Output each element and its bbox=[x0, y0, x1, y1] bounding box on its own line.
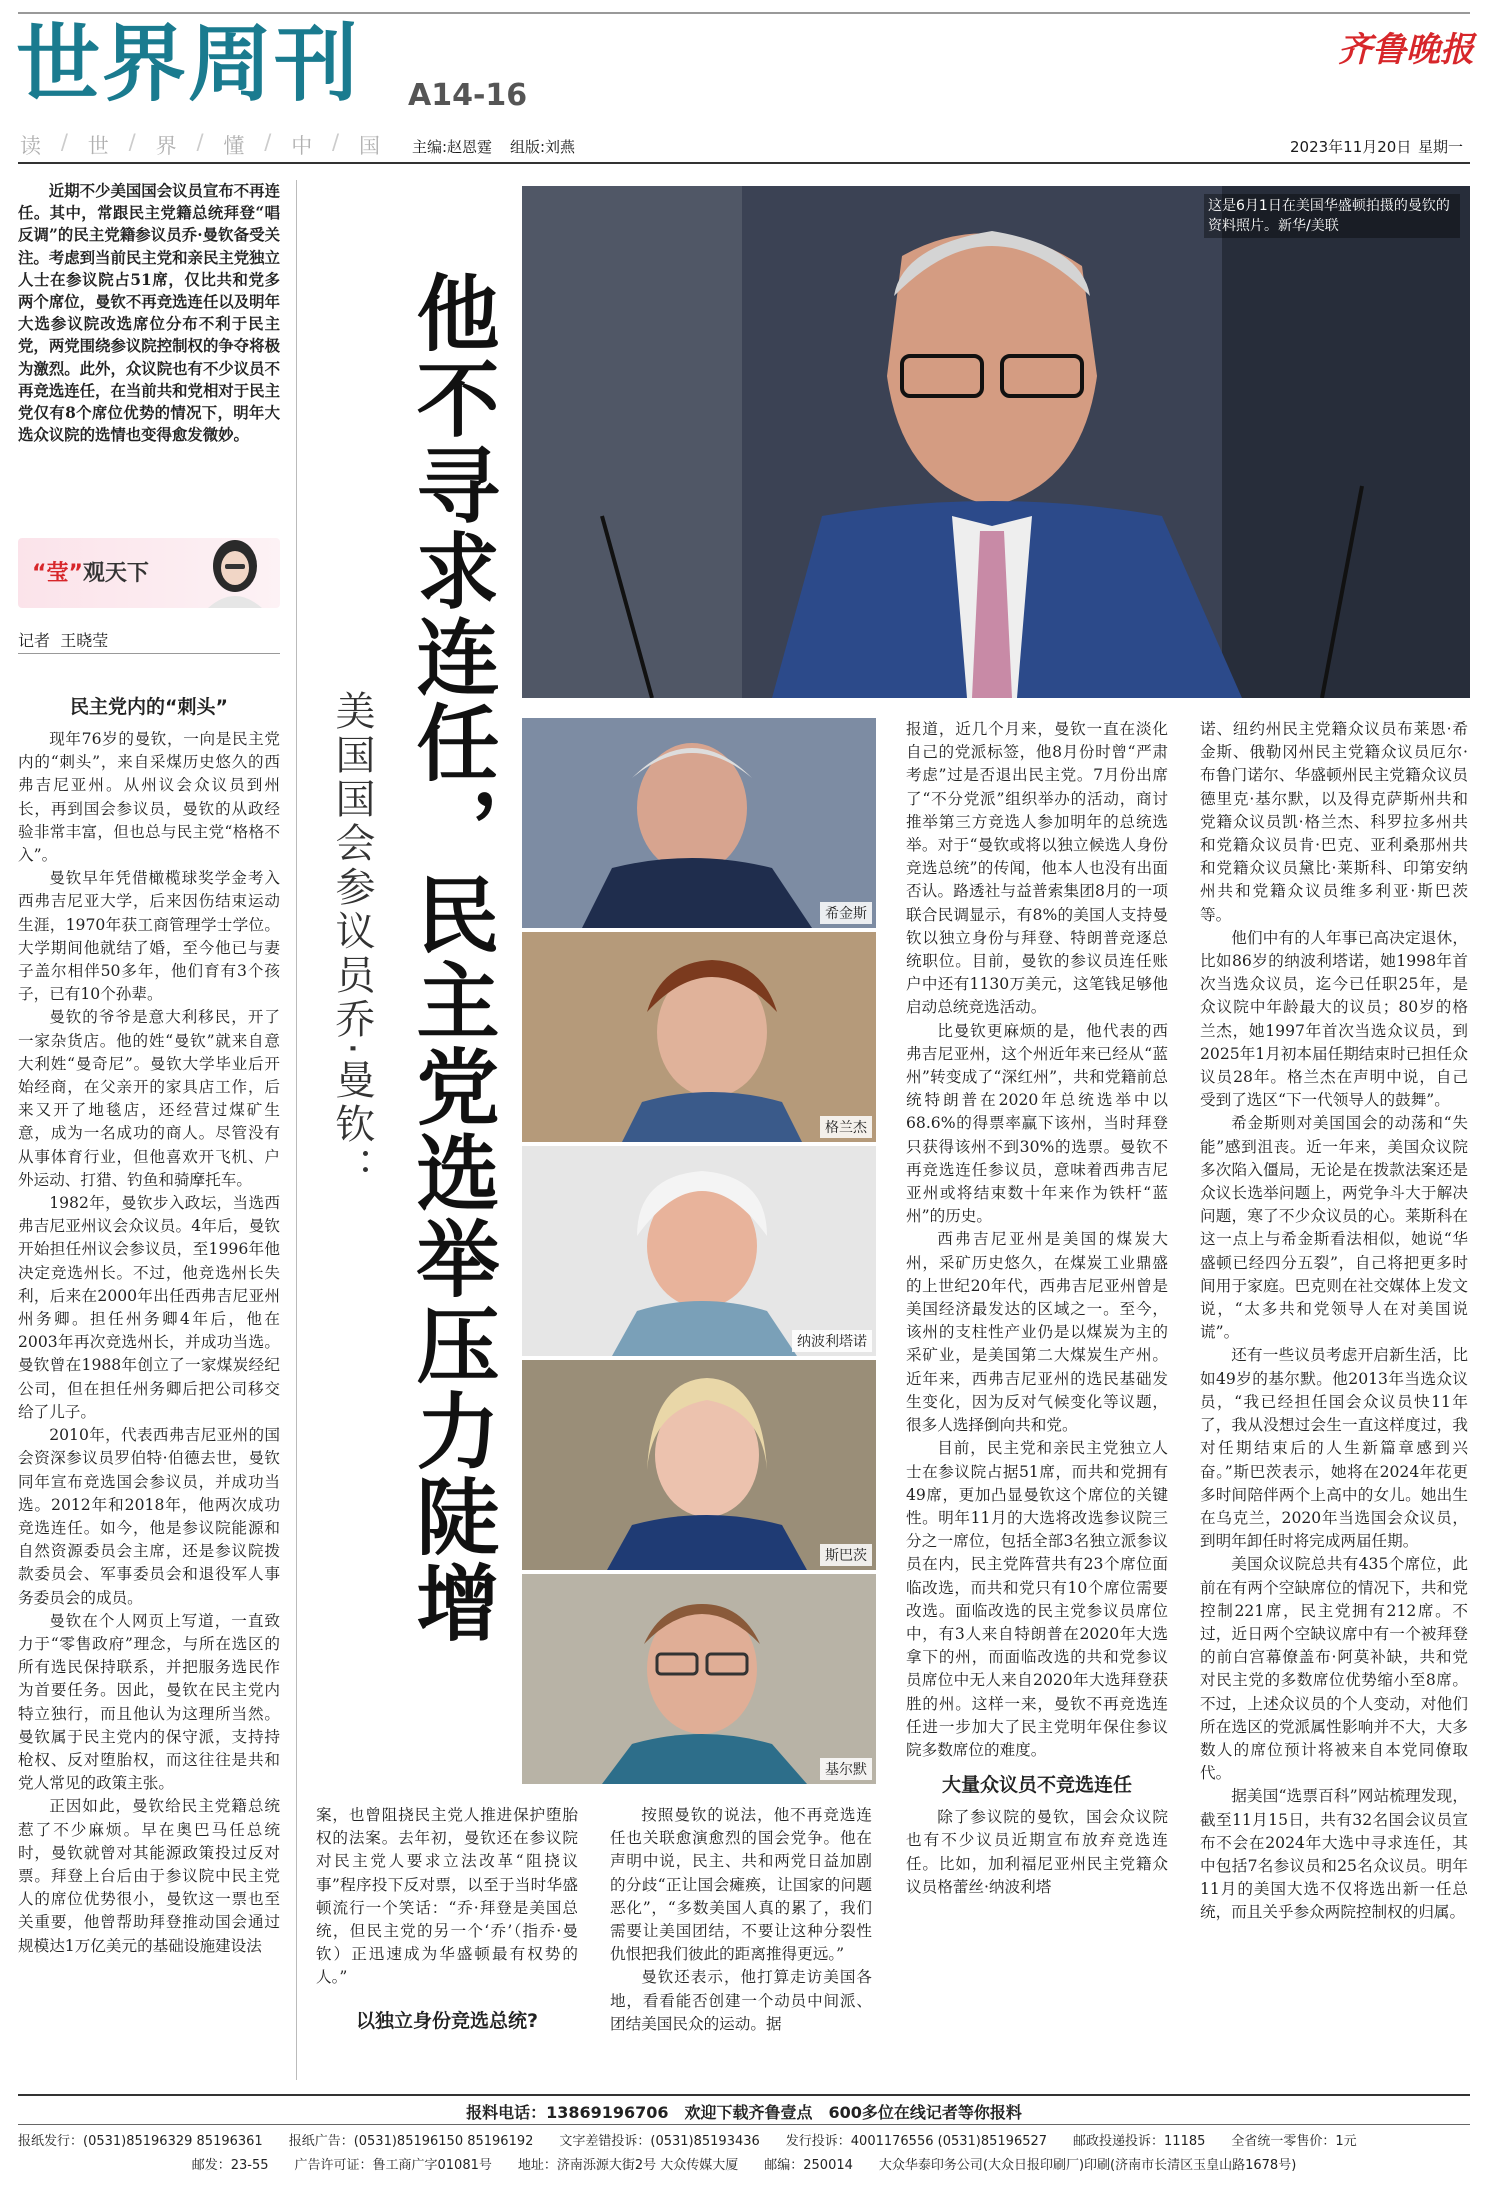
body-paragraph: 美国众议院总共有435个席位，此前在有两个空缺席位的情况下，共和党控制221席，民主党拥有212席。不过，近日两个空缺议席中有一个被拜登的前白宫幕僚盖布·阿莫补缺，共和党对民主党的多数席位优势缩小至8席。不过，上述众议员的个人变动，对他们所在选区的党派属性影响并不大，大多数人的席位预计将被来自本党同僚取代。 bbox=[1200, 1555, 1468, 1783]
editor-credit: 主编:赵恩霆 bbox=[412, 138, 493, 156]
portrait-photo bbox=[522, 1146, 876, 1356]
footer-contacts: 报纸发行：(0531)85196329 85196361 报纸广告：(0531)85196150 85196192 文字差错投诉：(0531)85193436 发行投诉：4001176556 (0531)85196527 邮政投递投诉：11185 全省统一零售价：1元 bbox=[18, 2134, 1357, 2149]
slogan-char: 读 bbox=[20, 134, 41, 158]
body-paragraph: 除了参议院的曼钦，国会众议院也有不少议员近期宣布放弃竞选连任。比如，加利福尼亚州民主党籍众议员格蕾丝·纳波利塔 bbox=[906, 1808, 1168, 1896]
section-heading: 大量众议员不竞选连任 bbox=[941, 1774, 1132, 1797]
issue-date: 2023年11月20日 bbox=[1290, 138, 1412, 156]
portrait-photo bbox=[522, 718, 876, 928]
portrait-caption: 希金斯 bbox=[820, 902, 872, 924]
section-column-3 bbox=[610, 1804, 872, 2036]
portrait-caption: 格兰杰 bbox=[820, 1116, 872, 1138]
body-paragraph: 他们中有的人年事已高决定退休，比如86岁的纳波利塔诺，她1998年首次当选众议员，迄今已任职25年，是众议院中年龄最大的议员；80岁的格兰杰，她1997年首次当选众议员，到2025年1月初本届任期结束时已担任众议员28年。格兰杰在声明中说，自己受到了选区“下一代领导人的鼓舞”。 bbox=[1200, 928, 1468, 1110]
body-paragraph: 正因如此，曼钦给民主党籍总统惹了不少麻烦。早在奥巴马任总统时，曼钦就曾对其能源政策投过反对票。拜登上台后由于参议院中民主党人的席位优势很小，曼钦这一票也至关重要，他曾帮助拜登推动国会通过规模达1万亿美元的基础设施建设法 bbox=[18, 1797, 280, 1955]
footer-address: 邮发：23-55 广告许可证：鲁工商广字01081号 地址：济南泺源大街2号 大众传媒大厦 邮编：250014 大众华泰印务公司(大众日报印刷厂)印刷(济南市长清区玉皇山路1678号) bbox=[191, 2158, 1297, 2173]
body-paragraph: 据美国“选票百科”网站梳理发现，截至11月15日，共有32名国会议员宣布不会在2024年大选中寻求连任，其中包括7名参议员和25名众议员。明年11月的美国大选不仅将选出新一任总统，而且关乎参众两院控制权的归属。 bbox=[1200, 1787, 1468, 1922]
footer-rule bbox=[18, 2124, 1470, 2125]
body-paragraph: 1982年，曼钦步入政坛，当选西弗吉尼亚州议会众议员。4年后，曼钦开始担任州议会参议员，至1996年他决定竞选州长。不过，他竞选州长失利，后来在2000年出任西弗吉尼亚州州务卿。担任州务卿4年后，他在2003年再次竞选州长，并成功当选。曼钦曾在1988年创立了一家煤炭经纪公司，但在担任州务卿后把公司移交给了儿子。 bbox=[18, 1194, 280, 1421]
portrait-caption: 基尔默 bbox=[820, 1758, 872, 1780]
page-numbers: A14-16 bbox=[408, 78, 528, 113]
column-badge-title: “莹”观天下 bbox=[32, 561, 149, 586]
hero-photo bbox=[522, 186, 1470, 698]
columnist-avatar bbox=[200, 536, 270, 608]
body-paragraph: 还有一些议员考虑开启新生活，比如49岁的基尔默。他2013年当选众议员，“我已经担任国会众议员快11年了，我从没想过会生一直这样度过，我对任期结束后的人生新篇章感到兴奋。”斯巴茨表示，她将在2024年花更多时间陪伴两个上高中的女儿。她出生在乌克兰，2020年当选国会众议员，到明年卸任时将完成两届任期。 bbox=[1200, 1346, 1468, 1551]
masthead-rule bbox=[18, 162, 1470, 164]
slogan-char: 懂 bbox=[223, 134, 245, 158]
portrait-photo bbox=[522, 1360, 876, 1570]
portrait-photo bbox=[522, 932, 876, 1142]
portrait-caption: 斯巴茨 bbox=[820, 1544, 872, 1566]
body-paragraph: 曼钦早年凭借橄榄球奖学金考入西弗吉尼亚大学，后来因伤结束运动生涯，1970年获工商管理学士学位。大学期间他就结了婚，至今他已与妻子盖尔相伴50多年，他们育有3个孩子，已有10个孙辈。 bbox=[18, 869, 280, 1004]
body-paragraph: 现年76岁的曼钦，一向是民主党内的“刺头”，来自采煤历史悠久的西弗吉尼亚州。从州议会众议员到州长，再到国会参议员，曼钦的从政经验非常丰富，但也总与民主党“格格不入”。 bbox=[18, 730, 280, 865]
body-paragraph: 案，也曾阻挠民主党人推进保护堕胎权的法案。去年初，曼钦还在参议院对民主党人要求立法改革“阻挠议事”程序投下反对票，以至于当时华盛顿流行一个笑话：“乔·拜登是美国总统，但民主党的另一个‘乔’（指乔·曼钦）正迅速成为华盛顿最有权势的人。” bbox=[316, 1806, 578, 1987]
body-paragraph: 曼钦在个人网页上写道，一直致力于“零售政府”理念，与所在选区的所有选民保持联系，并把服务选民作为首要任务。因此，曼钦在民主党内特立独行，而且他认为这理所当然。曼钦属于民主党内的保守派，支持持枪权、反对堕胎权，而这往往是共和党人常见的政策主张。 bbox=[18, 1611, 280, 1793]
body-paragraph: 曼钦还表示，他打算走访美国各地，看看能否创建一个动员中间派、团结美国民众的运动。据 bbox=[610, 1968, 872, 2033]
slogan-char: 中 bbox=[291, 134, 313, 158]
intro-paragraph: 近期不少美国国会议员宣布不再连任。其中，常跟民主党籍总统拜登“唱反调”的民主党籍参议员乔·曼钦备受关注。考虑到当前民主党和亲民主党独立人士在参议院占51席，仅比共和党多两个席位，曼钦不再竞选连任以及明年大选参议院改选席位分布不利于民主党，两党围绕参议院控制权的争夺将极为激烈。此外，众议院也有不少议员不再竞选连任，在当前共和党相对于民主党仅有8个席位优势的情况下，明年大选众议院的选情也变得愈发微妙。 bbox=[18, 182, 280, 445]
portrait-photo bbox=[522, 1574, 876, 1784]
brand-logo: 齐鲁晚报 bbox=[1338, 30, 1474, 70]
masthead-slogan: 读 / 世 / 界 / 懂 / 中 / 国 bbox=[20, 130, 380, 158]
byline: 记者 王晓莹 bbox=[18, 628, 280, 654]
slogan-char: 界 bbox=[155, 134, 177, 158]
body-paragraph: 希金斯则对美国国会的动荡和“失能”感到沮丧。近一年来，美国众议院多次陷入僵局，无论是在拨款法案还是众议长选举问题上，两党争斗大于解决问题，寒了不少众议员的心。莱斯科在这一点上与希金斯看法相似，她说“华盛顿已经四分五裂”，自己将把更多时间用于家庭。巴克则在社交媒体上发文说，“太多共和党领导人在对美国说谎”。 bbox=[1200, 1114, 1468, 1342]
slogan-char: 国 bbox=[358, 134, 380, 158]
portrait-caption: 纳波利塔诺 bbox=[792, 1330, 872, 1352]
section-column-4 bbox=[906, 718, 1168, 1899]
issue-weekday: 星期一 bbox=[1418, 138, 1464, 156]
body-paragraph: 目前，民主党和亲民主党独立人士在参议院占据51席，而共和党拥有49席，更加凸显曼钦这个席位的关键性。明年11月的大选将改选参议院三分之一席位，包括全部3名独立派参议员在内，民主党阵营共有23个席位面临改选，而共和党只有10个席位需要改选。面临改选的民主党参议员席位中，有3人来自特朗普在2020年大选拿下的州，而面临改选的共和党参议员席位中无人来自2020年大选拜登获胜的州。这样一来，曼钦不再竞选连任进一步加大了民主党明年保住参议院多数席位的难度。 bbox=[906, 1439, 1168, 1759]
body-paragraph: 报道，近几个月来，曼钦一直在淡化自己的党派标签，他8月份时曾“严肃考虑”过是否退出民主党。7月份出席了“不分党派”组织举办的活动，商讨推举第三方竞选人参加明年的总统选举。对于“曼钦或将以独立候选人身份竞选总统”的传闻，他本人也没有出面否认。路透社与益普索集团8月的一项联合民调显示，有8%的美国人支持曼钦以独立身份与拜登、特朗普竞逐总统职位。目前，曼钦的参议员连任账户中还有1130万美元，这笔钱足够他启动总统竞选活动。 bbox=[906, 720, 1168, 1017]
hero-caption: 这是6月1日在美国华盛顿拍摄的曼钦的资料照片。新华/美联 bbox=[1204, 194, 1460, 238]
section-column-1 bbox=[18, 684, 280, 1958]
section-heading: 以独立身份竞选总统? bbox=[355, 2009, 539, 2032]
body-paragraph: 2010年，代表西弗吉尼亚州的国会资深参议员罗伯特·伯德去世，曼钦同年宣布竞选国会参议员，并成功当选。2012年和2018年，他两次成功竞选连任。如今，他是参议院能源和自然资源委员会主席，还是参议院拨款委员会、军事委员会和退役军人事务委员会的成员。 bbox=[18, 1426, 280, 1607]
designer-credit: 组版:刘燕 bbox=[510, 138, 576, 156]
masthead-title: 世界周刊 bbox=[16, 15, 361, 113]
body-paragraph: 比曼钦更麻烦的是，他代表的西弗吉尼亚州，这个州近年来已经从“蓝州”转变成了“深红州”，共和党籍前总统特朗普在2020年总统选举中以68.6%的得票率赢下该州，当时拜登只获得该州不到30%的选票。曼钦不再竞选连任参议员，意味着西弗吉尼亚州或将结束数十年来作为铁杆“蓝州”的历史。 bbox=[906, 1021, 1168, 1226]
body-paragraph: 西弗吉尼亚州是美国的煤炭大州，采矿历史悠久，在煤炭工业鼎盛的上世纪20年代，西弗吉尼亚州曾是美国经济最发达的区域之一。至今，该州的支柱性产业仍是以煤炭为主的采矿业，是美国第二大煤炭生产州。近年来，西弗吉尼亚州的选民基础发生变化，因为反对气候变化等议题，很多人选择倒向共和党。 bbox=[906, 1230, 1168, 1435]
subheadline: 美国国会参议员乔·曼钦： bbox=[329, 690, 375, 1191]
section-column-5 bbox=[1200, 718, 1468, 1925]
body-paragraph: 曼钦的爷爷是意大利移民，开了一家杂货店。他的姓“曼钦”就来自意大利姓“曼奇尼”。曼钦大学毕业后开始经商，在父亲开的家具店工作，后来又开了地毯店，还经营过煤矿生意，成为一名成功的商人。尽管没有从事体育行业，但他喜欢开飞机、户外运动、打猎、钓鱼和骑摩托车。 bbox=[18, 1008, 280, 1189]
footer-hotline: 报料电话：13869196706 欢迎下载齐鲁壹点 600多位在线记者等你报料 bbox=[466, 2103, 1022, 2122]
footer-rule bbox=[18, 2094, 1470, 2096]
body-paragraph: 按照曼钦的说法，他不再竞选连任也关联愈演愈烈的国会党争。他在声明中说，民主、共和两党日益加剧的分歧“正让国会瘫痪，让国家的问题恶化”，“多数美国人真的累了，我们需要让美国团结，不要让这种分裂性仇恨把我们彼此的距离推得更远。” bbox=[610, 1806, 872, 1964]
slogan-char: 世 bbox=[87, 134, 109, 158]
section-column-2 bbox=[316, 1804, 578, 2042]
section-heading: 民主党内的“刺头” bbox=[70, 696, 228, 718]
body-paragraph: 诺、纽约州民主党籍众议员布莱恩·希金斯、俄勒冈州民主党籍众议员厄尔·布鲁门诺尔、华盛顿州民主党籍众议员德里克·基尔默，以及得克萨斯州共和党籍众议员凯·格兰杰、科罗拉多州共和党籍众议员肯·巴克、亚利桑那州共和党籍众议员黛比·莱斯科、印第安纳州共和党籍众议员维多利亚·斯巴茨等。 bbox=[1200, 720, 1468, 924]
column-divider bbox=[296, 180, 297, 2080]
headline: 他不寻求连任，民主党选举压力陡增 bbox=[402, 270, 499, 1646]
